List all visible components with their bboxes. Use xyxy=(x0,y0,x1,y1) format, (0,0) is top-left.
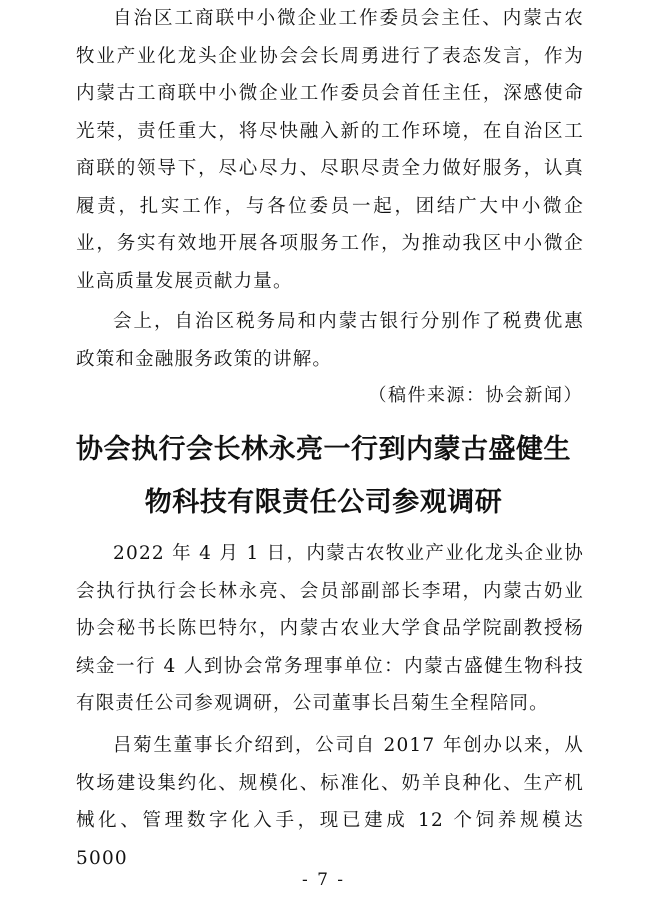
source-note: （稿件来源：协会新闻） xyxy=(368,385,583,406)
paragraph-policy-briefing xyxy=(76,303,584,378)
body-paragraph: 自治区工商联中小微企业工作委员会主任、内蒙古农牧业产业化龙头企业协会会长周勇进行了表态发言，作为内蒙古工商联中小微企业工作委员会首任主任，深感使命光荣，责任重大，将尽快融入新的工作环境，在自治区工商联的领导下，尽心尽力、尽职尽责全力做好服务，认真履责，扎实工作，与各位委员一起，团结广大中小微企业，务实有效地开展各项服务工作，为推动我区中小微企业高质量发展贡献力量。 xyxy=(76,8,584,292)
page-number: - 7 - xyxy=(301,870,346,890)
body-paragraph: 2022 年 4 月 1 日，内蒙古农牧业产业化龙头企业协会执行执行会长林永亮、会员部副部长李珺，内蒙古奶业协会秘书长陈巴特尔，内蒙古农业大学食品学院副教授杨续金一行 4 人到协会常务理事单位：内蒙古盛健生物科技有限责任公司参观调研，公司董事长吕菊生全程陪同。 xyxy=(76,543,584,714)
article-title-line-1: 协会执行会长林永亮一行到内蒙古盛健生 xyxy=(76,434,571,465)
paragraph-visit-intro xyxy=(76,535,584,723)
body-paragraph: 会上，自治区税务局和内蒙古银行分别作了税费优惠政策和金融服务政策的讲解。 xyxy=(76,311,584,370)
paragraph-committee-statement xyxy=(76,0,584,300)
body-paragraph: 吕菊生董事长介绍到，公司自 2017 年创办以来，从牧场建设集约化、规模化、标准化、奶羊良种化、生产机械化、管理数字化入手，现已建成 12 个饲养规模达 5000 xyxy=(76,735,584,869)
paragraph-company-introduction xyxy=(76,727,584,877)
article-title-line-2: 物科技有限责任公司参观调研 xyxy=(144,487,503,518)
